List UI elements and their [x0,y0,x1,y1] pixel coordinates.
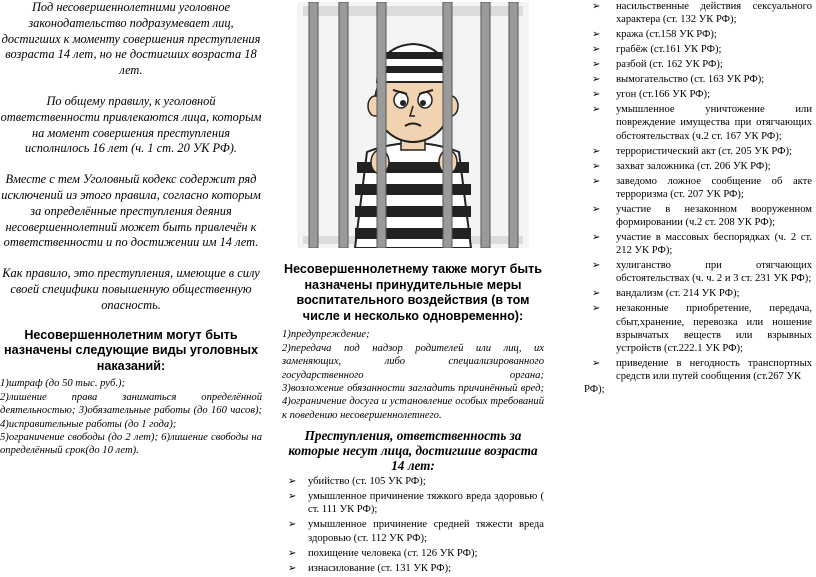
arrow-bullet-icon: ➢ [592,145,601,157]
arrow-bullet-icon: ➢ [592,232,601,244]
arrow-bullet-icon: ➢ [592,1,601,12]
arrow-bullet-icon: ➢ [592,160,601,172]
crimes-list-part1 [282,475,544,575]
punishment-item: 5)ограничение свободы (до 2 лет); 6)лишение свободы на определённый срок(до 10 лет). [0,431,262,457]
arrow-bullet-icon: ➢ [592,104,601,116]
list-item: ➢ приведение в негодность транспортных средств или путей сообщения (ст.267 УК [592,358,812,383]
arrow-bullet-icon: ➢ [592,74,601,86]
punishment-item: 2)лишение права заниматься определённой деятельностью; 3)обязательные работы (до 160 часов); [0,391,262,417]
punishment-item: 4)исправительные работы (до 1 года); [0,418,177,430]
arrow-bullet-icon: ➢ [592,44,601,56]
arrow-bullet-icon: ➢ [592,59,601,71]
prisoner-icon [297,2,529,248]
list-item: ➢ хулиганство при отягчающих обстоятельствах (ч. ч. 2 и 3 ст. 231 УК РФ); [592,260,812,285]
arrow-bullet-icon: ➢ [592,303,601,315]
list-item: ➢ изнасилование (ст. 131 УК РФ); [288,562,452,574]
arrow-bullet-icon: ➢ [288,476,297,488]
right-column [584,0,812,397]
arrow-bullet-icon: ➢ [592,89,601,101]
arrow-bullet-icon: ➢ [288,519,297,531]
list-item: ➢ умышленное причинение тяжкого вреда здоровью ( ст. 111 УК РФ); [288,491,544,516]
list-item: ➢ насильственные действия сексуального характера (ст. 132 УК РФ); [592,1,812,26]
list-item: ➢ похищение человека (ст. 126 УК РФ); [288,547,478,559]
arrow-bullet-icon: ➢ [288,547,297,559]
list-item: ➢ умышленное уничтожение или повреждение имущества при отягчающих обстоятельствах (ч.2 ст. 167 УК РФ); [592,104,812,142]
arrow-bullet-icon: ➢ [592,175,601,187]
measures-heading: Несовершеннолетнему также могут быть назначены принудительные меры воспитательного воздействия (в том числе и несколько одновременно): [283,262,543,323]
punishment-item: 1)штраф (до 50 тыс. руб.); [0,378,126,390]
list-item: ➢ захват заложника (ст. 206 УК РФ); [592,160,771,172]
crimes-list-part2 [584,0,812,383]
list-item: ➢ убийство (ст. 105 УК РФ); [288,476,426,488]
list-item: ➢ участие в незаконном вооруженном формировании (ч.2 ст. 208 УК РФ); [592,203,812,229]
danger-paragraph: Как правило, это преступления, имеющие в силу своей специфики повышенную общественную опасность. [2,266,260,312]
arrow-bullet-icon: ➢ [288,491,297,503]
list-item: ➢ вандализм (ст. 214 УК РФ); [592,288,740,300]
list-item-tail: РФ); [584,384,605,396]
list-item: ➢ террористический акт (ст. 205 УК РФ); [592,145,792,157]
list-item: ➢ угон (ст.166 УК РФ); [592,89,711,101]
measure-item: 1)предупреждение; [282,329,370,341]
arrow-bullet-icon: ➢ [288,562,297,574]
arrow-bullet-icon: ➢ [592,203,601,215]
list-item: ➢ кража (ст.158 УК РФ); [592,29,717,41]
crimes-14-heading: Преступления, ответственность за которые несут лица, достигшие возраста 14 лет: [288,428,538,474]
left-column [0,0,262,458]
punishments-heading: Несовершеннолетним могут быть назначены следующие виды уголовных наказаний: [4,327,258,373]
list-item: ➢ участие в массовых беспорядках (ч. 2 ст. 212 УК РФ); [592,232,812,257]
list-item: ➢ вымогательство (ст. 163 УК РФ); [592,74,765,86]
measure-item: 3)возложение обязанности загладить причинённый вред; 4)ограничение досуга и установление особых требований к поведению несовершеннолетнего. [282,383,544,421]
list-item: ➢ грабёж (ст.161 УК РФ); [592,44,722,56]
prisoner-illustration [297,2,529,248]
exceptions-paragraph: Вместе с тем Уголовный кодекс содержит ряд исключений из этого правила, согласно которым за определённые преступления деяния несовершеннолетний может быть привлечён к ответственности и по достижении им 14 лет. [1,172,261,250]
list-item: ➢ умышленное причинение средней тяжести вреда здоровью (ст. 112 УК РФ); [288,519,544,544]
list-item: ➢ разбой (ст. 162 УК РФ); [592,59,723,71]
list-item: ➢ незаконные приобретение, передача, сбыт,хранение, перевозка или ношение взрывчатых веществ или взрывных устройств (ст.222.1 УК РФ); [592,303,812,355]
intro-paragraph: Под несовершеннолетними уголовное законодательство подразумевает лиц, достигших к моменту совершения преступления возраста 14 лет, но не достигших возраста 18 лет. [1,0,261,78]
list-item: ➢ заведомо ложное сообщение об акте терроризма (ст. 207 УК РФ); [592,175,812,200]
middle-column [282,0,544,577]
arrow-bullet-icon: ➢ [592,288,601,300]
arrow-bullet-icon: ➢ [592,260,601,272]
measure-item: 2)передача под надзор родителей или лиц, их заменяющих, либо специализированного государственного органа; [282,342,544,381]
arrow-bullet-icon: ➢ [592,29,601,41]
arrow-bullet-icon: ➢ [592,358,601,370]
general-rule-paragraph: По общему правилу, к уголовной ответственности привлекаются лица, которым на момент совершения преступления исполнилось 16 лет (ч. 1 ст. 20 УК РФ). [0,93,262,156]
